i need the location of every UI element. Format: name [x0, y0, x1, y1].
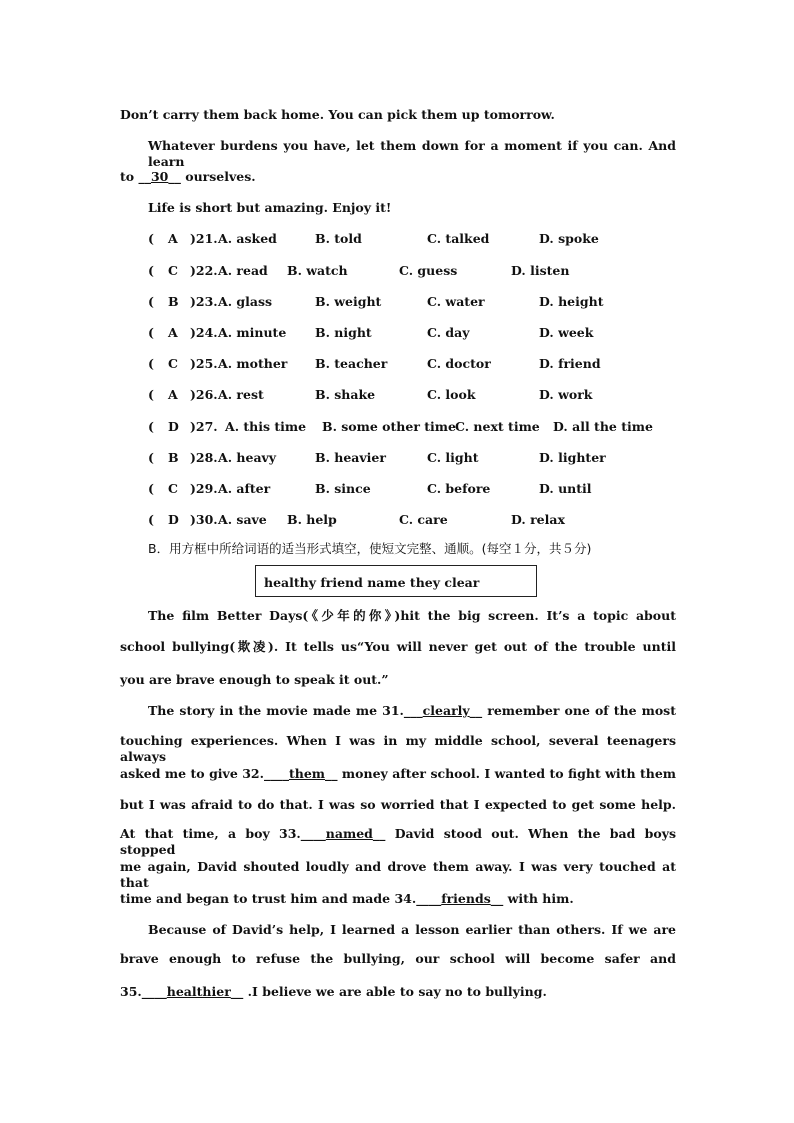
option-a: A. save	[218, 512, 267, 527]
option-d: D. relax	[511, 512, 565, 527]
question-row	[148, 325, 678, 341]
option-a: A. mother	[218, 356, 288, 371]
passage-line: school bullying(欺凌). It tells us“You will never get out of the trouble until	[120, 639, 676, 654]
blank-suffix: __ money after school. I wanted to fight with them	[325, 766, 677, 781]
blank-prefix: 35.____	[120, 984, 167, 999]
option-b: B. shake	[315, 387, 376, 402]
option-b: B. heavier	[315, 450, 386, 465]
question-row	[148, 419, 678, 435]
question-answer: A	[168, 387, 178, 402]
question-open-paren: (	[148, 450, 154, 465]
option-b: B. help	[287, 512, 337, 527]
question-number: )21.	[190, 231, 218, 246]
option-d: D. week	[539, 325, 594, 340]
passage-line	[148, 703, 676, 719]
question-open-paren: (	[148, 294, 154, 309]
passage-line	[120, 984, 676, 1000]
option-c: C. day	[427, 325, 470, 340]
blank-suffix: __ remember one of the most	[469, 703, 676, 718]
question-open-paren: (	[148, 387, 154, 402]
passage-line: Because of David’s help, I learned a lesson earlier than others. If we are	[148, 922, 676, 937]
answer-34: friends	[441, 891, 491, 906]
option-c: C. look	[427, 387, 476, 402]
option-d: D. friend	[539, 356, 601, 371]
option-a: A. asked	[218, 231, 277, 246]
blank-suffix: __ ourselves.	[168, 169, 256, 184]
question-answer: C	[168, 356, 178, 371]
question-number: )22.	[190, 263, 218, 278]
answer-32: them	[288, 766, 325, 781]
passage-line: but I was afraid to do that. I was so worried that I expected to get some help.	[120, 797, 676, 812]
question-row	[148, 450, 678, 466]
question-number: )25.	[190, 356, 218, 371]
option-a: A. read	[218, 263, 268, 278]
answer-33: named	[325, 826, 373, 841]
blank-prefix: to __	[120, 169, 151, 184]
option-a: A. heavy	[218, 450, 277, 465]
passage-line: Whatever burdens you have, let them down for a moment if you can. And learn	[148, 138, 676, 169]
option-d: D. spoke	[539, 231, 599, 246]
option-d: D. work	[539, 387, 593, 402]
question-row	[148, 356, 678, 372]
question-row	[148, 263, 678, 279]
option-a: A. after	[218, 481, 271, 496]
option-c: C. before	[427, 481, 491, 496]
question-open-paren: (	[148, 481, 154, 496]
question-number: )29.	[190, 481, 218, 496]
question-open-paren: (	[148, 231, 154, 246]
question-number: )28.	[190, 450, 218, 465]
question-answer: D	[168, 512, 179, 527]
option-c: C. talked	[427, 231, 490, 246]
option-b: B. teacher	[315, 356, 388, 371]
blank-prefix: At that time, a boy 33.____	[120, 826, 326, 841]
question-answer: C	[168, 263, 178, 278]
question-open-paren: (	[148, 325, 154, 340]
question-open-paren: (	[148, 512, 154, 527]
option-b: B. told	[315, 231, 362, 246]
question-number: )26.	[190, 387, 218, 402]
answer-30: 30	[150, 169, 169, 184]
passage-line	[120, 891, 676, 907]
option-a: A. this time	[225, 419, 307, 434]
option-d: D. all the time	[553, 419, 653, 434]
passage-line: Don’t carry them back home. You can pick them up tomorrow.	[120, 107, 555, 122]
answer-35: healthier	[166, 984, 231, 999]
option-a: A. rest	[218, 387, 264, 402]
question-number: )27.	[190, 419, 218, 434]
option-a: A. glass	[218, 294, 273, 309]
passage-line: me again, David shouted loudly and drove them away. I was very touched at that	[120, 859, 676, 890]
passage-line: The film Better Days(《少年的你》)hit the big screen. It’s a topic about	[148, 608, 676, 623]
question-row	[148, 387, 678, 403]
question-answer: A	[168, 325, 178, 340]
option-c: C. water	[427, 294, 485, 309]
blank-prefix: The story in the movie made me 31.___	[148, 703, 423, 718]
question-open-paren: (	[148, 419, 154, 434]
option-b: B. some other time	[322, 419, 456, 434]
passage-line	[120, 826, 676, 858]
question-open-paren: (	[148, 356, 154, 371]
option-d: D. height	[539, 294, 604, 309]
answer-31: clearly	[422, 703, 470, 718]
blank-suffix: __ .I believe we are able to say no to bullying.	[230, 984, 547, 999]
blank-suffix: __ with him.	[490, 891, 574, 906]
blank-suffix: __ David stood out. When the bad boys stopped	[120, 826, 676, 857]
question-answer: B	[168, 294, 179, 309]
option-d: D. until	[539, 481, 592, 496]
question-row	[148, 481, 678, 497]
question-answer: A	[168, 231, 178, 246]
word-box	[255, 565, 537, 597]
passage-line: Life is short but amazing. Enjoy it!	[148, 200, 392, 215]
option-a: A. minute	[218, 325, 287, 340]
option-d: D. listen	[511, 263, 570, 278]
question-row	[148, 231, 678, 247]
question-row	[148, 294, 678, 310]
blank-prefix: time and began to trust him and made 34.____	[120, 891, 442, 906]
option-c: C. doctor	[427, 356, 491, 371]
option-b: B. night	[315, 325, 372, 340]
option-b: B. weight	[315, 294, 382, 309]
question-answer: D	[168, 419, 179, 434]
blank-prefix: asked me to give 32.____	[120, 766, 289, 781]
option-c: C. guess	[399, 263, 458, 278]
passage-line: you are brave enough to speak it out.”	[120, 672, 389, 687]
question-number: )24.	[190, 325, 218, 340]
option-b: B. since	[315, 481, 371, 496]
passage-line: touching experiences. When I was in my middle school, several teenagers always	[120, 733, 676, 764]
question-number: )23.	[190, 294, 218, 309]
option-d: D. lighter	[539, 450, 606, 465]
option-c: C. care	[399, 512, 448, 527]
passage-line	[120, 169, 676, 185]
question-answer: B	[168, 450, 179, 465]
word-box-text: healthy friend name they clear	[264, 575, 480, 590]
option-c: C. light	[427, 450, 479, 465]
question-open-paren: (	[148, 263, 154, 278]
passage-line	[120, 766, 676, 782]
question-answer: C	[168, 481, 178, 496]
question-row	[148, 512, 678, 528]
question-number: )30.	[190, 512, 218, 527]
passage-line: brave enough to refuse the bullying, our school will become safer and	[120, 951, 676, 966]
section-b-heading: B．用方框中所给词语的适当形式填空，使短文完整、通顺。(每空１分，共５分)	[148, 541, 592, 556]
option-b: B. watch	[287, 263, 348, 278]
option-c: C. next time	[455, 419, 540, 434]
